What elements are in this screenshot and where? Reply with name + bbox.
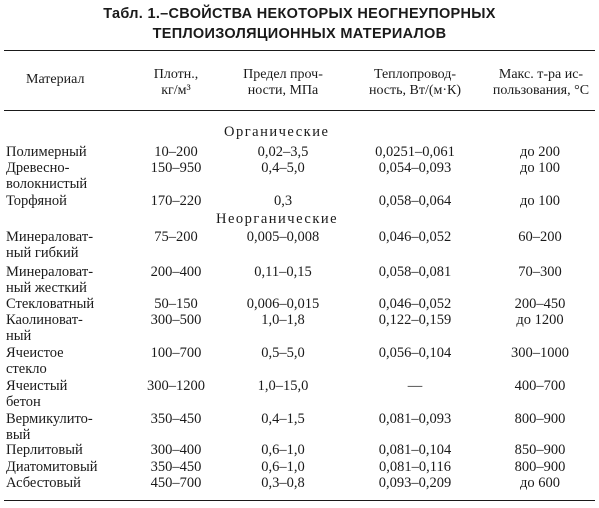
conductivity-cell: — [407, 378, 423, 394]
conductivity-cell: 0,058–0,064 [378, 193, 452, 209]
material-name: Стекловатный [6, 296, 95, 312]
header-temperature-line2: пользования, °С [492, 83, 590, 98]
conductivity-cell: 0,081–0,104 [378, 442, 452, 458]
header-conductivity [345, 67, 485, 99]
header-rule [4, 110, 595, 111]
material-name: Асбестовый [6, 475, 81, 491]
bottom-rule [4, 500, 595, 501]
strength-cell: 0,3 [273, 193, 293, 209]
material-name: Ячеистый [6, 378, 68, 394]
strength-cell: 0,5–5,0 [261, 345, 305, 361]
strength-cell: 0,02–3,5 [257, 144, 309, 160]
header-temperature-line1: Макс. т-ра ис- [498, 67, 584, 82]
density-cell: 350–450 [150, 459, 202, 475]
conductivity-cell: 0,093–0,209 [378, 475, 452, 491]
conductivity-cell: 0,081–0,116 [379, 459, 451, 475]
material-name: Ячеистое [6, 345, 64, 361]
temperature-cell: 800–900 [514, 411, 566, 427]
temperature-cell: до 600 [519, 475, 560, 491]
header-density-line2: кг/м³ [161, 83, 191, 98]
material-name-continued: ный [6, 328, 32, 344]
conductivity-cell: 0,046–0,052 [378, 296, 452, 312]
top-rule [4, 50, 595, 51]
material-name-continued: стекло [6, 361, 47, 377]
conductivity-cell: 0,054–0,093 [378, 160, 452, 176]
material-name: Перлитовый [6, 442, 83, 458]
material-name: Каолиноват- [6, 312, 83, 328]
density-cell: 50–150 [154, 296, 198, 312]
material-name-continued: ный жесткий [6, 280, 87, 296]
temperature-cell: 300–1000 [511, 345, 569, 361]
header-strength-line1: Предел проч- [243, 67, 323, 82]
temperature-cell: до 200 [519, 144, 560, 160]
density-cell: 200–400 [150, 264, 202, 280]
density-cell: 170–220 [150, 193, 202, 209]
temperature-cell: 800–900 [514, 459, 566, 475]
conductivity-cell: 0,0251–0,061 [375, 144, 455, 160]
temperature-cell: 70–300 [518, 264, 562, 280]
strength-cell: 1,0–15,0 [257, 378, 309, 394]
material-name: Полимерный [6, 144, 87, 160]
header-material: Материал [26, 72, 85, 87]
conductivity-cell: 0,056–0,104 [378, 345, 452, 361]
table-title-line2: ТЕПЛОИЗОЛЯЦИОННЫХ МАТЕРИАЛОВ [152, 26, 447, 42]
material-name-continued: ный гибкий [6, 245, 79, 261]
material-name-continued: волокнистый [6, 176, 88, 192]
header-temperature [488, 67, 594, 99]
temperature-cell: до 100 [519, 160, 560, 176]
strength-cell: 0,4–5,0 [261, 160, 305, 176]
density-cell: 100–700 [150, 345, 202, 361]
density-cell: 350–450 [150, 411, 202, 427]
temperature-cell: 200–450 [514, 296, 566, 312]
material-name: Торфяной [6, 193, 67, 209]
temperature-cell: до 1200 [516, 312, 564, 328]
temperature-cell: 850–900 [514, 442, 566, 458]
density-cell: 300–1200 [147, 378, 205, 394]
density-cell: 150–950 [150, 160, 202, 176]
density-cell: 300–500 [150, 312, 202, 328]
section-organic: Органические [224, 124, 330, 140]
density-cell: 75–200 [154, 229, 198, 245]
strength-cell: 1,0–1,8 [261, 312, 305, 328]
header-density-line1: Плотн., [153, 67, 199, 82]
density-cell: 450–700 [150, 475, 202, 491]
conductivity-cell: 0,122–0,159 [378, 312, 452, 328]
temperature-cell: 400–700 [514, 378, 566, 394]
header-density [130, 67, 222, 99]
header-strength [226, 67, 340, 99]
density-cell: 10–200 [154, 144, 198, 160]
header-conductivity-line1: Теплопровод- [373, 67, 457, 82]
conductivity-cell: 0,046–0,052 [378, 229, 452, 245]
conductivity-cell: 0,058–0,081 [378, 264, 452, 280]
temperature-cell: 60–200 [518, 229, 562, 245]
material-name-continued: вый [6, 427, 31, 443]
temperature-cell: до 100 [519, 193, 560, 209]
header-strength-line2: ности, МПа [247, 83, 319, 98]
strength-cell: 0,005–0,008 [246, 229, 320, 245]
header-conductivity-line2: ность, Вт/(м·К) [368, 83, 462, 98]
material-name: Диатомитовый [6, 459, 98, 475]
material-name: Минераловат- [6, 264, 94, 280]
table-title [0, 4, 599, 44]
strength-cell: 0,6–1,0 [261, 459, 305, 475]
section-inorganic: Неорганические [216, 211, 339, 227]
table-title-line1: Табл. 1.–СВОЙСТВА НЕКОТОРЫХ НЕОГНЕУПОРНЫХ [103, 6, 496, 22]
strength-cell: 0,4–1,5 [261, 411, 305, 427]
material-name: Вермикулито- [6, 411, 93, 427]
strength-cell: 0,11–0,15 [254, 264, 312, 280]
material-name-continued: бетон [6, 394, 41, 410]
conductivity-cell: 0,081–0,093 [378, 411, 452, 427]
strength-cell: 0,3–0,8 [261, 475, 305, 491]
material-name: Древесно- [6, 160, 70, 176]
strength-cell: 0,006–0,015 [246, 296, 320, 312]
material-name: Минераловат- [6, 229, 94, 245]
density-cell: 300–400 [150, 442, 202, 458]
strength-cell: 0,6–1,0 [261, 442, 305, 458]
